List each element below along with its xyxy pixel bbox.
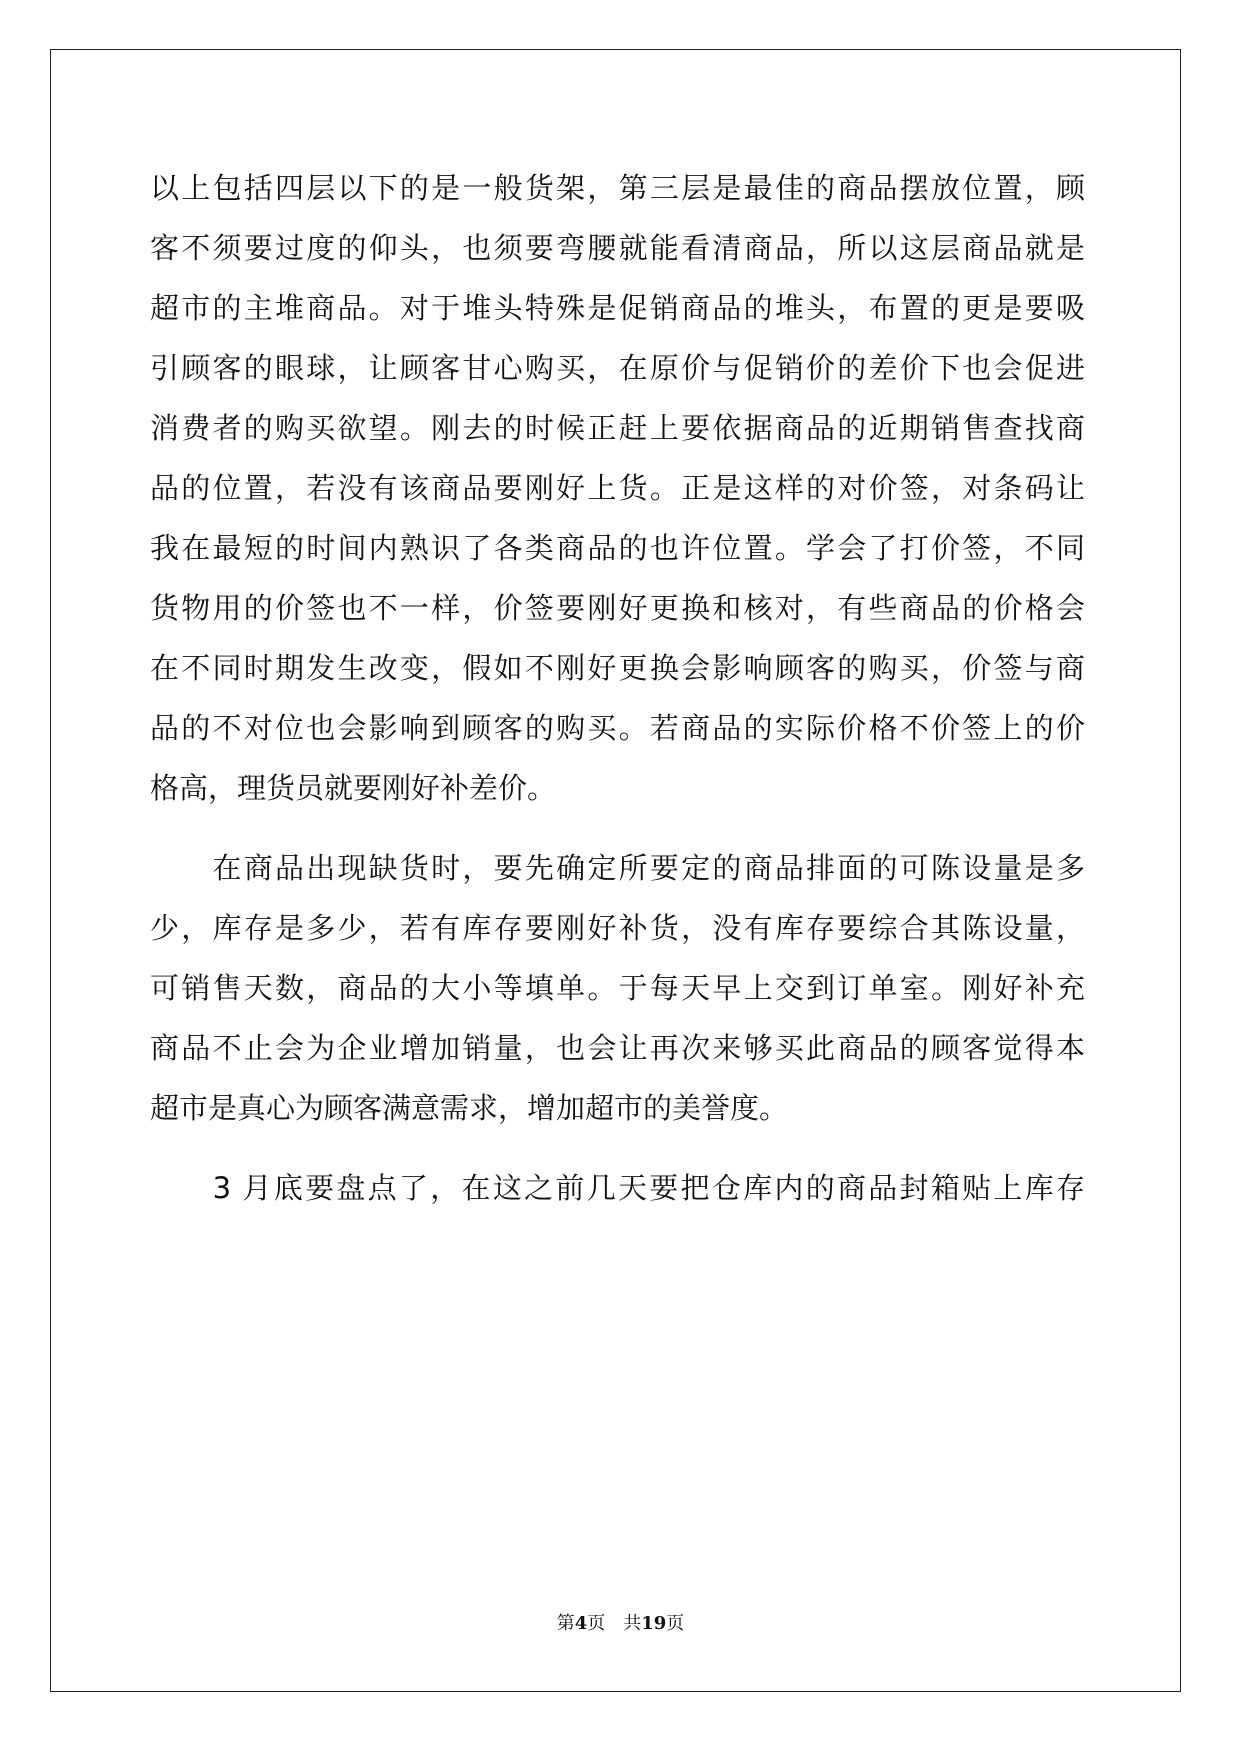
text-line: 引顾客的眼球，让顾客甘心购买，在原价与促销价的差价下也会促进 — [150, 351, 1085, 385]
text-line: 我在最短的时间内熟识了各类商品的也许位置。学会了打价签，不同 — [150, 531, 1085, 565]
text-line: 消费者的购买欲望。刚去的时候正赶上要依据商品的近期销售查找商 — [150, 411, 1085, 445]
text-line: 品的位置，若没有该商品要刚好上货。正是这样的对价签，对条码让 — [150, 471, 1085, 505]
text-line: 格高，理货员就要刚好补差价。 — [150, 771, 557, 805]
footer-total-prefix: 共 — [623, 1613, 642, 1634]
paragraph-2 — [150, 838, 1085, 1138]
text-line: 以上包括四层以下的是一般货架，第三层是最佳的商品摆放位置，顾 — [150, 171, 1085, 205]
text-line: 货物用的价签也不一样，价签要刚好更换和核对，有些商品的价格会 — [150, 591, 1085, 625]
footer-prefix: 第 — [556, 1613, 575, 1634]
total-pages: 19 — [641, 1613, 667, 1634]
text-line: 客不须要过度的仰头，也须要弯腰就能看清商品，所以这层商品就是 — [150, 231, 1085, 265]
footer-total-suffix: 页 — [666, 1613, 685, 1634]
text-line: 在商品出现缺货时，要先确定所要定的商品排面的可陈设量是多 — [150, 851, 1085, 885]
page-footer — [0, 1609, 1241, 1635]
page-number: 4 — [574, 1613, 588, 1634]
text-line: 3 月底要盘点了，在这之前几天要把仓库内的商品封箱贴上库存 — [150, 1171, 1085, 1205]
footer-page-suffix: 页 — [587, 1613, 606, 1634]
text-line: 在不同时期发生改变，假如不刚好更换会影响顾客的购买，价签与商 — [150, 651, 1085, 685]
text-line: 可销售天数，商品的大小等填单。于每天早上交到订单室。刚好补充 — [150, 971, 1085, 1005]
text-line: 少，库存是多少，若有库存要刚好补货，没有库存要综合其陈设量， — [150, 911, 1085, 945]
text-line: 品的不对位也会影响到顾客的购买。若商品的实际价格不价签上的价 — [150, 711, 1085, 745]
paragraph-3 — [150, 1158, 1085, 1218]
text-line: 超市的主堆商品。对于堆头特殊是促销商品的堆头，布置的更是要吸 — [150, 291, 1085, 325]
text-line: 商品不止会为企业增加销量，也会让再次来够买此商品的顾客觉得本 — [150, 1031, 1085, 1065]
text-line: 超市是真心为顾客满意需求，增加超市的美誉度。 — [150, 1091, 789, 1125]
paragraph-1 — [150, 158, 1085, 818]
document-body — [150, 158, 1085, 1218]
